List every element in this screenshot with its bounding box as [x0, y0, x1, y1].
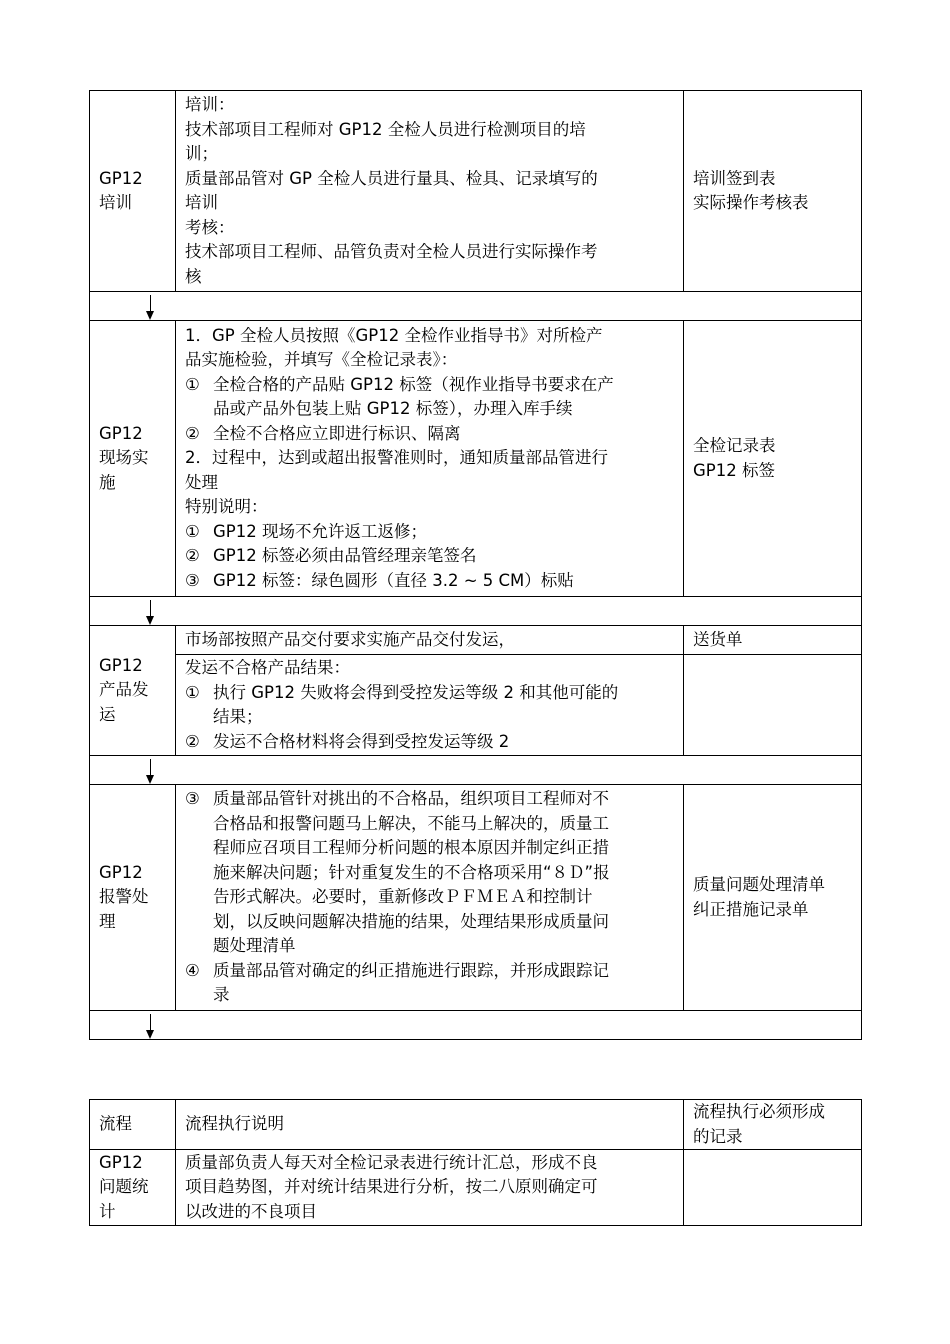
table-row [90, 321, 862, 597]
list-item: ② 全检不合格应立即进行标识、隔离 [185, 423, 461, 443]
list-item: ③ 质量部品管针对挑出的不合格品，组织项目工程师对不 合格品和报警问题马上解决，不能马上解决的，质量工 程师应召项目工程师分析问题的根本原因并制定纠正措 施来解决问题；针对重复发生的不合格项采用“８Ｄ”报 告形式解决。必要时，重新修改ＰＦＭＥＡ和控制计 划，以反映问题解决措施的结果，处理结果形成质量问 题处理清单 [185, 789, 610, 956]
flow-arrow-row [90, 597, 862, 626]
records-cell: 全检记录表 GP12 标签 [684, 321, 862, 597]
header-description: 流程执行说明 [176, 1100, 684, 1150]
header-process: 流程 [90, 1100, 176, 1150]
list-item: ④ 质量部品管对确定的纠正措施进行跟踪，并形成跟踪记 录 [185, 960, 609, 1005]
process-cell: GP12 现场实 施 [90, 321, 176, 597]
down-arrow-icon [150, 295, 151, 313]
records-cell [684, 655, 862, 756]
records-cell [684, 1150, 862, 1226]
description-cell: 市场部按照产品交付要求实施产品交付发运， [176, 626, 684, 655]
description-cell: 1．GP 全检人员按照《GP12 全检作业指导书》对所检产 品实施检验，并填写《全检记录表》： ① 全检合格的产品贴 GP12 标签（视作业指导书要求在产 品或产品外包装上贴 GP12 标签），办理入库手续 ② 全检不合格应立即进行标识、隔离 2．过程中，达到或超出报警准则时，通知质量部品管进行 处理 特别说明： ① GP12 现场不允许返工返修； ② GP12 标签必须由品管经理亲笔签名 ③ GP12 标签：绿色圆形（直径 3.2 ~ 5 CM）标贴 [176, 321, 684, 597]
list-item: ① 全检合格的产品贴 GP12 标签（视作业指导书要求在产 品或产品外包装上贴 GP12 标签），办理入库手续 [185, 374, 614, 419]
list-item: ③ GP12 标签：绿色圆形（直径 3.2 ~ 5 CM）标贴 [185, 570, 574, 590]
process-cell: GP12 培训 [90, 91, 176, 292]
list-item: ① 执行 GP12 失败将会得到受控发运等级 2 和其他可能的 结果； [185, 682, 619, 726]
down-arrow-icon [150, 1014, 151, 1032]
flow-arrow-row [90, 756, 862, 785]
records-cell: 培训签到表 实际操作考核表 [684, 91, 862, 292]
table-row [90, 785, 862, 1011]
list-item: ② GP12 标签必须由品管经理亲笔签名 [185, 546, 477, 566]
description-cell: 培训： 技术部项目工程师对 GP12 全检人员进行检测项目的培 训； 质量部品管对 GP 全检人员进行量具、检具、记录填写的 培训 考核： 技术部项目工程师、品管负责对全检人员进行实际操作考 核 [176, 91, 684, 292]
list-item: ① GP12 现场不允许返工返修； [185, 521, 427, 541]
description-cell: 发运不合格产品结果： ① 执行 GP12 失败将会得到受控发运等级 2 和其他可能的 结果； ② 发运不合格材料将会得到受控发运等级 2 [176, 655, 684, 756]
table-row [90, 1150, 862, 1226]
table-row [90, 91, 862, 292]
header-records: 流程执行必须形成 的记录 [684, 1100, 862, 1150]
statistics-table [89, 1099, 862, 1226]
flow-arrow-row [90, 292, 862, 321]
table-header-row [90, 1100, 862, 1150]
flow-arrow-row [90, 1011, 862, 1040]
process-cell: GP12 报警处 理 [90, 785, 176, 1011]
description-cell [176, 785, 684, 1011]
records-cell: 质量问题处理清单 纠正措施记录单 [684, 785, 862, 1011]
list-item: ② 发运不合格材料将会得到受控发运等级 2 [185, 731, 510, 751]
down-arrow-icon [150, 759, 151, 777]
table-row [90, 655, 862, 756]
description-cell: 质量部负责人每天对全检记录表进行统计汇总，形成不良 项目趋势图，并对统计结果进行分析，按二八原则确定可 以改进的不良项目 [176, 1150, 684, 1226]
table-row [90, 626, 862, 655]
records-cell: 送货单 [684, 626, 862, 655]
process-cell: GP12 问题统 计 [90, 1150, 176, 1226]
process-table [89, 90, 862, 1040]
down-arrow-icon [150, 600, 151, 618]
process-cell: GP12 产品发 运 [90, 626, 176, 756]
